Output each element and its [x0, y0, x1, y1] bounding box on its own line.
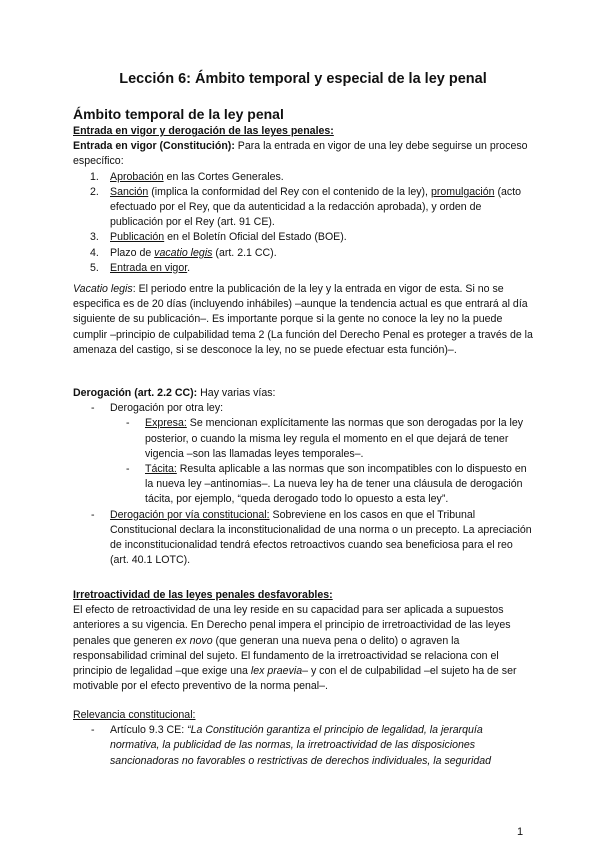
irretro-paragraph	[73, 603, 533, 694]
list-number: 5.	[90, 261, 99, 274]
entrada-lead-bold: Entrada en vigor (Constitución):	[73, 140, 235, 153]
list-item	[73, 261, 533, 276]
steps-list	[73, 170, 533, 276]
derogacion-section	[73, 386, 533, 568]
list-item	[73, 508, 533, 569]
vacatio-paragraph	[73, 282, 533, 358]
list-item	[73, 185, 533, 231]
step-term: Publicación	[110, 231, 165, 244]
vacatio-term: Vacatio legis	[73, 283, 133, 295]
relevancia-section	[73, 708, 533, 769]
entrada-section	[73, 124, 533, 276]
irretro-text: – y con el de culpabilidad –el sujeto ha de ser motivable por el efecto preventivo de la norma penal–.	[73, 665, 517, 693]
irretro-section	[73, 588, 533, 694]
lex-praevia-term: lex praevia	[250, 665, 303, 678]
step-term: Sanción	[110, 185, 149, 198]
relevancia-subheading: Relevancia constitucional:	[73, 709, 196, 721]
page-title: Lección 6: Ámbito temporal y especial de la ley penal	[119, 71, 487, 87]
list-number: 4.	[90, 246, 99, 259]
step-text: (acto efectuado por el Rey, que da autenticidad a la redacción aprobada), y orden de publicación por el Rey (art. 91 CE).	[110, 185, 522, 229]
relevancia-lead: Artículo 9.3 CE:	[110, 724, 188, 737]
tacita-text: Resulta aplicable a las normas que son incompatibles con lo dispuesto en la nueva ley –antinomias–. La nueva ley ha de tener una cláusula de derogación tácita, por ejemplo, “queda derogado todo lo opuesto a esta ley”.	[145, 463, 527, 506]
const-text: Sobreviene en los casos en que el Tribunal Constitucional declara la inconstitucionalidad de una norma o un precepto. La apreciación de inconstitucionalidad tendrá efectos retroactivos cuando sea beneficiosa para el reo (art. 40.1 LOTC).	[110, 508, 532, 567]
irretro-subheading: Irretroactividad de las leyes penales desfavorables:	[73, 589, 333, 601]
section-heading: Ámbito temporal de la ley penal	[73, 106, 284, 122]
expresa-term: Expresa:	[145, 417, 187, 430]
step-pre: Plazo de	[110, 246, 155, 259]
step-text: en las Cortes Generales.	[163, 170, 284, 183]
list-item	[73, 416, 533, 462]
list-item	[73, 246, 533, 261]
step-text: (art. 2.1 CC).	[212, 246, 277, 259]
step-term: vacatio legis	[154, 246, 213, 259]
derogacion-lead-bold: Derogación (art. 2.2 CC):	[73, 387, 198, 399]
ex-novo-term: ex novo	[175, 634, 213, 647]
step-text: en el Boletín Oficial del Estado (BOE).	[164, 231, 347, 244]
list-item	[73, 230, 533, 245]
list-item	[73, 170, 533, 185]
derogacion-lead-text: Hay varias vías:	[197, 387, 276, 399]
dash-marker: -	[91, 508, 95, 521]
entrada-subheading: Entrada en vigor y derogación de las leyes penales:	[73, 125, 334, 137]
irretro-text: (que generan una nueva pena o delito) o agraven la responsabilidad criminal del sujeto. El fundamento de la irretroactividad se relaciona con el principio de legalidad –que exige una	[73, 634, 499, 678]
list-number: 2.	[90, 185, 99, 198]
expresa-text: Se mencionan explícitamente las normas que son derogadas por la ley posterior, o cuando la misma ley regula el momento en el que dejará de tener vigencia –son las llamadas leyes temporales–.	[145, 417, 524, 460]
step-text: .	[187, 261, 191, 274]
entrada-lead-text: Para la entrada en vigor de una ley debe seguirse un proceso específico:	[73, 140, 528, 168]
page-number: 1	[517, 826, 524, 838]
step-term: Entrada en vigor	[110, 261, 188, 274]
dash-marker: -	[126, 463, 130, 476]
vacatio-text: : El periodo entre la publicación de la ley y la entrada en vigor de esta. Si no se especifica es de 20 días (incluyendo inhábiles) –aunque la tendencia actual es que entrará al día siguiente de su publicación–. Es importante porque si la gente no conoce la ley no la puede cumplir –principio de culpabilidad tema 2 (La función del Derecho Penal es proteger a través de la amenaza del castigo, si se desconoce la ley, no se puede efectuar esta función)–.	[73, 283, 533, 356]
step-term: Aprobación	[110, 170, 164, 183]
list-item	[73, 462, 533, 508]
list-number: 3.	[90, 231, 99, 244]
step-term: promulgación	[430, 185, 495, 198]
const-term: Derogación por vía constitucional:	[110, 508, 270, 521]
dash-marker: -	[91, 724, 95, 737]
list-number: 1.	[90, 170, 99, 183]
item-text: Derogación por otra ley:	[110, 402, 224, 415]
dash-marker: -	[91, 402, 95, 415]
step-text: (implica la conformidad del Rey con el contenido de la ley),	[148, 185, 431, 198]
dash-marker: -	[126, 417, 130, 430]
relevancia-quote: “La Constitución garantiza el principio de legalidad, la jerarquía normativa, la publicidad de las normas, la irretroactividad de las disposiciones sancionadoras no favorables o restrictivas de derechos individuales, la seguridad	[110, 724, 492, 767]
list-item	[73, 401, 533, 416]
tacita-term: Tácita:	[145, 463, 177, 476]
list-item	[73, 723, 533, 769]
irretro-text: El efecto de retroactividad de una ley reside en su capacidad para ser aplicada a supuestos anteriores a su vigencia. En Derecho penal impera el principio de irretroactividad de las leyes penales que generen	[73, 604, 511, 647]
entrada-lead	[73, 139, 533, 169]
derogacion-lead	[73, 386, 533, 401]
